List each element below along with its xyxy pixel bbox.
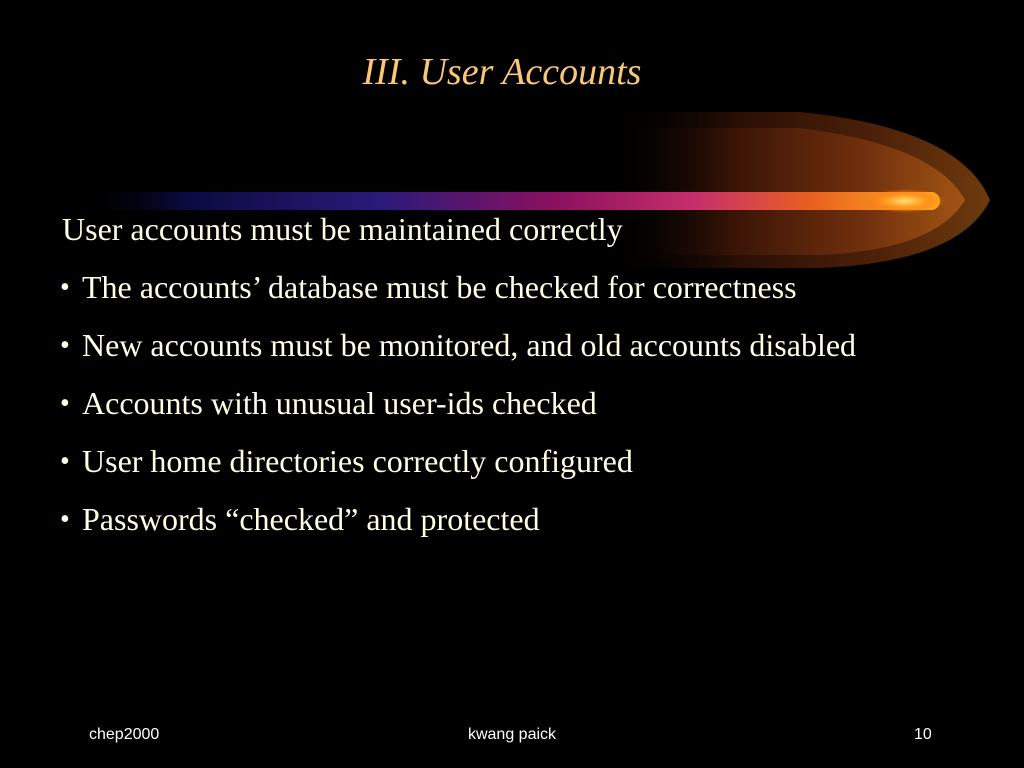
bullet-text: Accounts with unusual user-ids checked	[82, 385, 597, 421]
list-item	[60, 438, 940, 485]
bullet-list	[60, 264, 940, 554]
bullet-text: Passwords “checked” and protected	[82, 501, 540, 537]
intro-line: User accounts must be maintained correctly	[62, 211, 623, 247]
bullet-text: The accounts’ database must be checked for correctness	[82, 269, 797, 305]
footer-conference: chep2000	[89, 726, 160, 743]
list-item	[60, 322, 940, 369]
list-item	[60, 496, 940, 543]
bullet-icon: •	[60, 446, 70, 477]
bullet-icon: •	[60, 388, 70, 419]
bullet-text: User home directories correctly configured	[82, 443, 633, 479]
bullet-icon: •	[60, 330, 70, 361]
bullet-icon: •	[60, 272, 70, 303]
list-item	[60, 380, 940, 427]
bullet-icon: •	[60, 504, 70, 535]
bullet-text: New accounts must be monitored, and old accounts disabled	[82, 327, 857, 363]
list-item	[60, 264, 940, 311]
slide-title: III. User Accounts	[362, 51, 642, 93]
footer-page-number: 10	[914, 726, 932, 743]
footer-author: kwang paick	[467, 726, 557, 743]
